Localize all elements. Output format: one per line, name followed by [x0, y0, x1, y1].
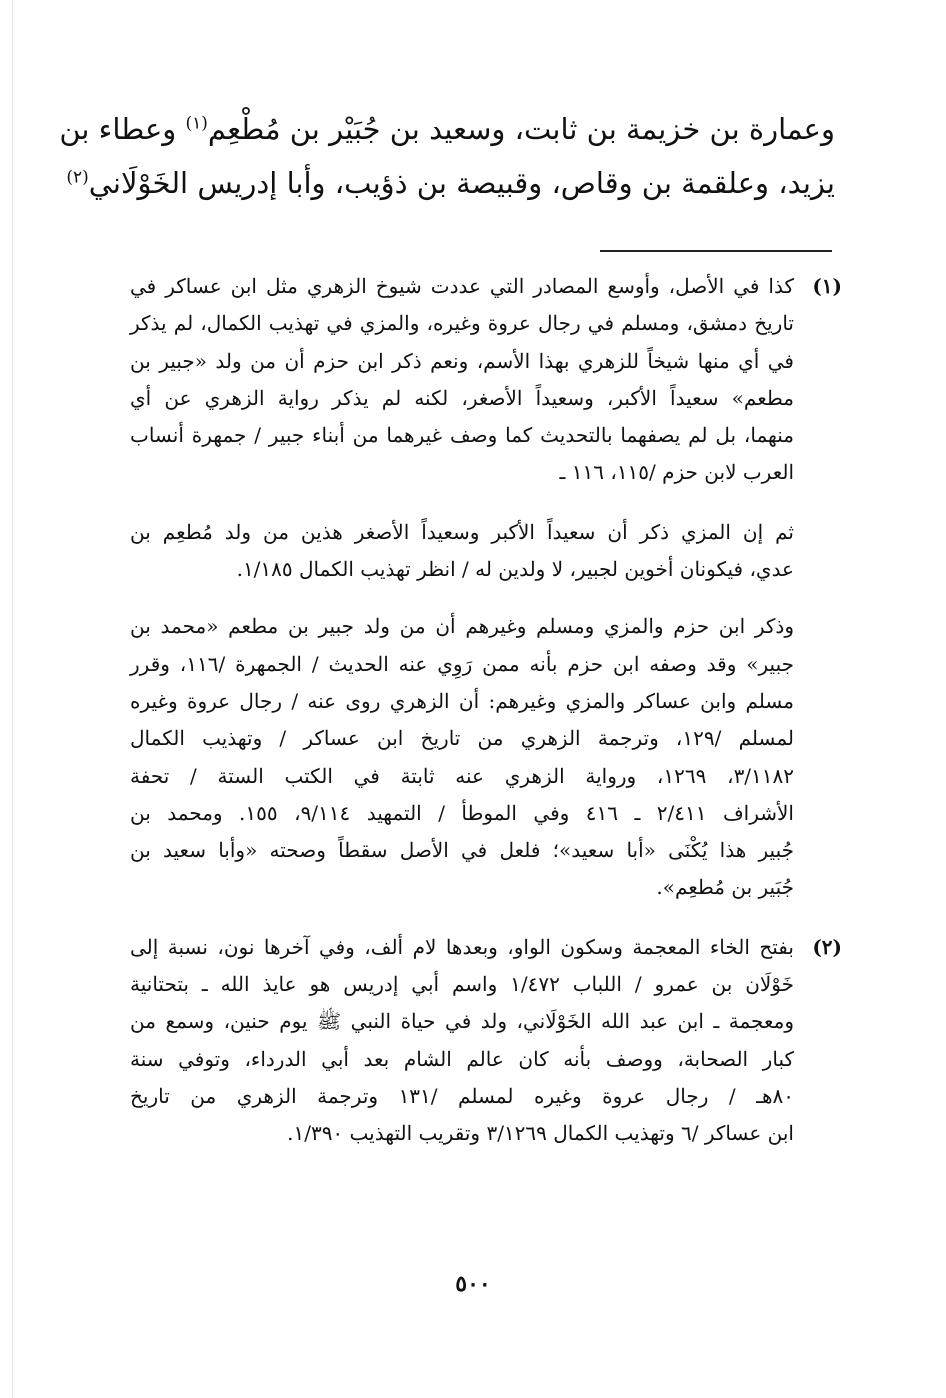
footnote-2	[130, 929, 842, 1153]
footnote-line: ابن عساكر /٦ وتهذيب الكمال ٣/١٢٦٩ وتقريب التهذيب ١/٣٩٠.	[287, 1121, 794, 1146]
footnote-ref-2: (٢)	[66, 167, 89, 188]
footnote-line: منهما، بل لم يصفهما بالتحديث كما وصف غيرهما من أبناء جبير / جمهرة أنساب	[130, 423, 794, 448]
footnote-line: لمسلم /١٢٩، وترجمة الزهري من تاريخ ابن عساكر / وتهذيب الكمال	[130, 726, 794, 751]
footnote-separator	[600, 250, 832, 252]
main-text-segment: وعطاء بن	[59, 112, 186, 146]
footnote-number: (١)	[812, 274, 842, 298]
footnote-line: مسلم وابن عساكر والمزي وغيرهم: أن الزهري روى عنه / رجال عروة وغيره	[130, 688, 794, 713]
footnote-line: بفتح الخاء المعجمة وسكون الواو، وبعدها لام ألف، وفي آخرها نون، نسبة إلى	[130, 934, 794, 959]
footnotes	[130, 268, 842, 1153]
main-text-segment: وعمارة بن خزيمة بن ثابت، وسعيد بن جُبَيْر بن مُطْعِم	[207, 112, 835, 146]
footnote-line: العرب لابن حزم /١١٥، ١١٦ ـ	[559, 460, 794, 485]
footnote-line: مطعم» سعيداً الأكبر، وسعيداً الأصغر، لكنه لم يذكر رواية الزهري عن أي	[130, 385, 794, 410]
main-text	[59, 102, 835, 210]
footnote-line: كذا في الأصل، وأوسع المصادر التي عددت شيوخ الزهري مثل ابن عساكر في	[130, 274, 794, 298]
scan-edge-line	[12, 0, 13, 1398]
footnote-line: جُبير هذا يُكْنَى «أبا سعيد»؛ فلعل في الأصل سقطاً وصحته «وأبا سعيد بن	[130, 838, 794, 863]
footnote-line: وذكر ابن حزم والمزي ومسلم وغيرهم أن من ولد جبير بن مطعم «محمد بن	[130, 614, 794, 639]
footnote-1	[130, 268, 842, 492]
footnote-line: ٨٠هـ / رجال عروة وغيره لمسلم /١٣١ وترجمة الزهري من تاريخ	[130, 1083, 794, 1108]
footnote-line: في أي منها شيخاً للزهري بهذا الأسم، ونعم ذكر ابن حزم أن من ولد «جبير بن	[130, 348, 794, 373]
main-text-line-1	[59, 102, 835, 156]
main-text-line-2	[66, 156, 835, 210]
footnote-line: خَوْلَان بن عمرو / اللباب ١/٤٧٢ واسم أبي إدريس هو عايذ الله ـ بتحتانية	[130, 972, 794, 997]
footnote-ref-1: (١)	[185, 113, 208, 134]
footnote-line: ثم إن المزي ذكر أن سعيداً الأكبر وسعيداً الأصغر هذين من ولد مُطعِم بن	[130, 519, 794, 544]
footnote-number: (٢)	[812, 934, 842, 959]
footnote-line: تاريخ دمشق، ومسلم في رجال عروة وغيره، والمزي في تهذيب الكمال، لم يذكر	[130, 311, 794, 336]
footnote-line: عدي، فيكونان أخوين لجبير، لا ولدين له / انظر تهذيب الكمال ١/١٨٥.	[236, 557, 794, 582]
footnote-line: الأشراف ٢/٤١١ ـ ٤١٦ وفي الموطأ / التمهيد ٩/١١٤، ١٥٥. ومحمد بن	[130, 800, 794, 825]
footnote-line: ومعجمة ـ ابن عبد الله الخَوْلَاني، ولد في حياة النبي ﷺ يوم حنين، وسمع من	[130, 1009, 794, 1034]
footnote-1-continuation	[130, 608, 842, 906]
footnote-1-continuation	[130, 514, 842, 589]
footnote-line: كبار الصحابة، ووصف بأنه كان عالم الشام بعد أبي الدرداء، وتوفي سنة	[130, 1046, 794, 1071]
footnote-line: ٣/١١٨٢، ١٢٦٩، ورواية الزهري عنه ثابتة في الكتب الستة / تحفة	[130, 763, 795, 788]
main-text-segment: يزيد، وعلقمة بن وقاص، وقبيصة بن ذؤيب، وأبا إدريس الخَوْلَاني	[88, 166, 835, 200]
footnote-line: جُبَير بن مُطعِم».	[656, 875, 794, 900]
page-number: ٥٠٠	[455, 1271, 491, 1297]
footnote-line: جبير» وقد وصفه ابن حزم بأنه ممن رَوِي عنه الحديث / الجمهرة /١١٦، وقرر	[130, 651, 794, 676]
